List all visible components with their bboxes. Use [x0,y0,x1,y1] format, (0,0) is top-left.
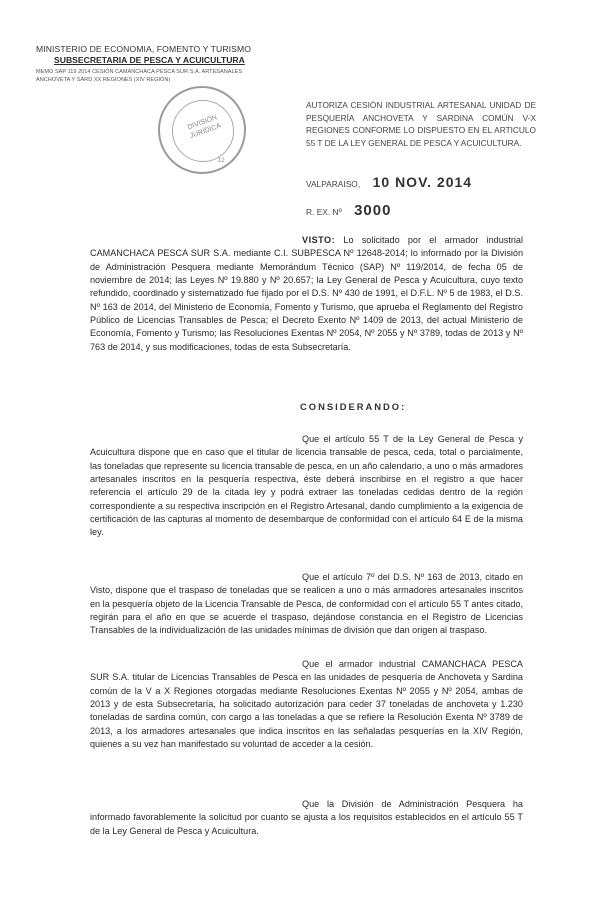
ministry-name: MINISTERIO DE ECONOMIA, FOMENTO Y TURISMO [36,44,251,54]
stamp-number: 12 [218,158,225,164]
rex-number: 3000 [354,202,392,219]
memo-line-1: MEMO SAP 119 2014 CESIÓN CAMANCHACA PESCA SUR S.A. ARTESANALES [36,69,243,75]
considerando-4-text: Que la División de Administración Pesquera ha informado favorablemente la solicitud por cuanto se ajusta a los requisitos establecidos en el artículo 55 T de la Ley General de Pesca y Acuicultura. [90,799,523,836]
stamp-text: DIVISIÓN JURÍDICA [186,114,222,141]
visto-text: Lo solicitado por el armador industrial CAMANCHACA PESCA SUR S.A. mediante C.I. SUBPESCA Nº 12648-2014; lo informado por la División de Administración Pesquera mediante Memorándum Técnico (SAP) Nº 119/2014, de fecha 05 de noviembre de 2014; las Leyes Nº 19.880 y Nº 20.657; la Ley General de Pesca y Acuicultura, cuyo texto refundido, coordinado y sistematizado fue fijado por el D.S. Nº 430 de 1991, el D.F.L. Nº 5 de 1983, el D.S. Nº 163 de 2014, del Ministerio de Economía, Fomento y Turismo, que aprueba el Reglamento del Registro Público de Licencias Transables de Pesca; el Decreto Exento Nº 1409 de 2013, del actual Ministerio de Economía, Fomento y Turismo; las Resoluciones Exentas Nº 2054, Nº 2055 y Nº 3789, todas de 2013 y Nº 763 de 2014, y sus modificaciones, todas de esta Subsecretaría. [90,235,524,352]
place: VALPARAISO, [306,179,361,189]
memo-line-2: ANCHOVETA Y SARD XX REGIONES (XIV REGIÓN) [36,77,171,83]
considerando-3-text: Que el armador industrial CAMANCHACA PESCA SUR S.A. titular de Licencias Transables de Pesca en las unidades de pesquería de Anchoveta y Sardina común de la V a X Regiones otorgadas mediante Resoluciones Exentas Nº 2055 y Nº 2054, ambas de 2013 y de esta Subsecretaría, ha solicitado autorización para ceder 37 toneladas de anchoveta y 1.230 toneladas de sardina común, con cargo a las toneladas a que se refiere la Resolución Exenta Nº 3789 de 2013, a los armadores artesanales que indica inscritos en las señaladas pesquerías en la XIV Región, quienes a su vez han manifestado su voluntad de acceder a la cesión. [90,659,523,750]
letterhead [36,44,296,84]
considerando-heading: CONSIDERANDO: [300,401,407,412]
stamped-date: 10 NOV. 2014 [372,174,473,190]
considerando-2-text: Que el artículo 7º del D.S. Nº 163 de 2013, citado en Visto, dispone que el traspaso de toneladas que se realicen a uno o más armadores artesanales inscritos en la pesquería objeto de la Licencia Transable de Pesca, de conformidad con el artículo 55 T antes citado, regirán para el año en que se acuerde el traspaso, dejándose constancia en el Registro de Licencias Transables de la individualización de las unidades mínimas de división que dan origen al traspaso. [90,572,523,636]
memo-reference [36,68,296,84]
resolution-number [306,202,391,220]
considerando-3 [90,658,523,751]
considerando-2 [90,571,523,638]
resolution-title: AUTORIZA CESIÓN INDUSTRIAL ARTESANAL UNIDAD DE PESQUERÍA ANCHOVETA Y SARDINA COMÚN V-X REGIONES CONFORME LO DISPUESTO EN EL ARTICULO 55 T DE LA LEY GENERAL DE PESCA Y ACUICULTURA. [306,100,536,148]
considerando-4 [90,798,523,838]
visto-label: VISTO: [302,235,336,245]
division-stamp [158,86,246,174]
considerando-1-text: Que el artículo 55 T de la Ley General de Pesca y Acuicultura dispone que en caso que el titular de licencia transable de pesca, ceda, total o parcialmente, las toneladas que represente su licencia transable de pesca, en un año calendario, a uno o más armadores artesanales inscritos en la pesquería respectiva, éste deberá inscribirse en el registro a que hacer referencia el artículo 29 de la citada ley y podrá extraer las toneladas cedidas dentro de la región correspondiente a su respectiva inscripción en el Registro Artesanal, dando cumplimiento a la exigencia de certificación de las capturas al momento de desembarque de conformidad con el artículo 64 E de la misma ley. [90,434,523,538]
rex-label: R. EX. Nº [306,207,342,217]
place-and-date [306,174,472,192]
subsecretaria-name: SUBSECRETARIA DE PESCA Y ACUICULTURA [54,55,245,65]
visto-paragraph [90,234,523,354]
considerando-1 [90,433,523,540]
